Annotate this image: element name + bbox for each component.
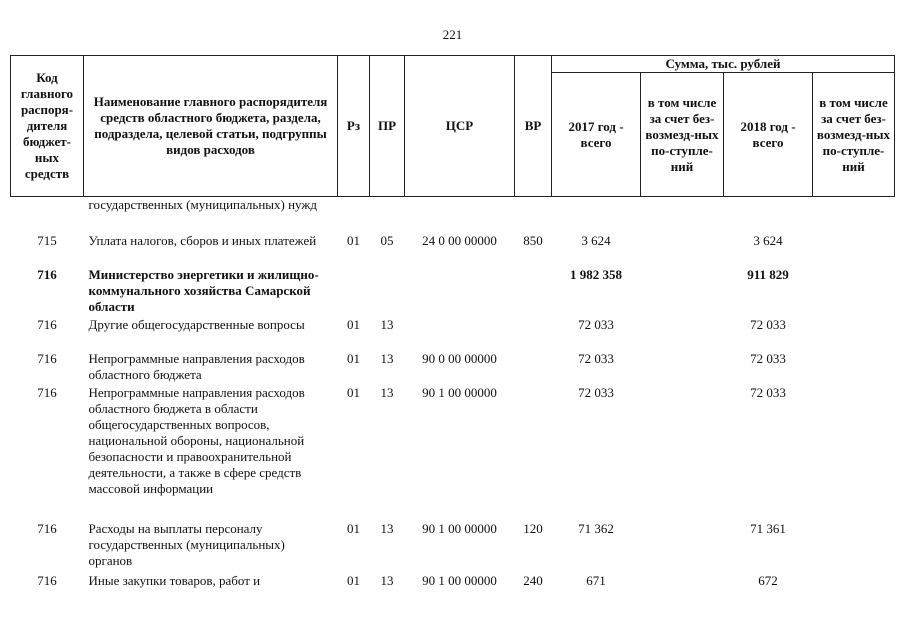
cell-code: 716 (37, 266, 57, 282)
cell-vr (515, 197, 552, 233)
header-sum: Сумма, тыс. рублей (552, 56, 895, 73)
cell-2017-free (641, 573, 724, 591)
table-row (11, 233, 895, 267)
cell-2017: 1 982 358 (570, 266, 622, 282)
cell-2018: 72 033 (750, 384, 786, 400)
cell-csr: 90 1 00 00000 (422, 384, 497, 400)
cell-rz: 01 (347, 316, 360, 332)
table-row (11, 521, 895, 573)
cell-pr: 05 (380, 232, 394, 248)
header-code: Код главного распоря-дителя бюджет-ных средств (11, 56, 84, 197)
cell-vr (515, 267, 552, 317)
header-rz: Рз (338, 56, 370, 197)
cell-2018-free (813, 351, 895, 385)
cell-vr: 850 (523, 232, 543, 248)
cell-name: Непрограммные направления расходов областного бюджета в области общегосударственных вопросов, национальной обороны, национальной безопасности и правоохранительной деятельности, а также в сфере средств массовой информации (88, 384, 305, 496)
cell-2017: 671 (586, 572, 606, 588)
cell-2018: 72 033 (750, 350, 786, 366)
budget-table (10, 55, 895, 591)
cell-2018-free (813, 233, 895, 267)
cell-2018-free (813, 317, 895, 351)
cell-2017: 72 033 (578, 384, 614, 400)
table-row (11, 267, 895, 317)
header-2017-total: 2017 год - всего (552, 73, 641, 197)
cell-code: 715 (37, 232, 57, 248)
cell-csr: 90 0 00 00000 (422, 350, 497, 366)
cell-csr: 24 0 00 00000 (422, 232, 497, 248)
header-2017-free: в том числе за счет без-возмезд-ных по-ступле-ний (641, 73, 724, 197)
cell-code: 716 (37, 316, 57, 332)
cell-2017-free (641, 385, 724, 521)
cell-pr: 13 (380, 384, 394, 400)
cell-code: 716 (37, 350, 57, 366)
cell-csr (405, 317, 515, 351)
cell-2017-free (641, 351, 724, 385)
cell-pr: 13 (380, 350, 394, 366)
cell-2018: 3 624 (753, 232, 783, 248)
cell-csr (405, 197, 515, 233)
table-row (11, 573, 895, 591)
cell-vr (515, 351, 552, 385)
cell-pr: 13 (380, 316, 394, 332)
cell-pr: 13 (380, 572, 394, 588)
cell-2017: 72 033 (578, 316, 614, 332)
cell-rz: 01 (347, 384, 360, 400)
table-row (11, 351, 895, 385)
header-csr: ЦСР (405, 56, 515, 197)
cell-2018-free (813, 521, 895, 573)
header-name: Наименование главного распорядителя средств областного бюджета, раздела, подраздела, целевой статьи, подгруппы видов расходов (84, 56, 338, 197)
cell-pr (370, 267, 405, 317)
cell-vr: 120 (523, 520, 543, 536)
cell-name: Уплата налогов, сборов и иных платежей (88, 232, 317, 248)
cell-code: 716 (37, 520, 57, 536)
header-pr: ПР (370, 56, 405, 197)
cell-2017-free (641, 267, 724, 317)
cell-name: Министерство энергетики и жилищно-коммунального хозяйства Самарской области (88, 266, 319, 314)
cell-2017-free (641, 521, 724, 573)
cell-2018-free (813, 385, 895, 521)
cell-2017: 3 624 (581, 232, 611, 248)
cell-pr (370, 197, 405, 233)
cell-2018: 71 361 (750, 520, 786, 536)
cell-2017-free (641, 317, 724, 351)
cell-rz: 01 (347, 572, 360, 588)
cell-vr (515, 317, 552, 351)
cell-vr: 240 (523, 572, 543, 588)
cell-csr (405, 267, 515, 317)
cell-rz: 01 (347, 350, 360, 366)
header-2018-free: в том числе за счет без-возмезд-ных по-ступле-ний (813, 73, 895, 197)
table-row (11, 385, 895, 521)
cell-code: 716 (37, 384, 57, 400)
cell-name: государственных (муниципальных) нужд (88, 197, 317, 212)
cell-pr: 13 (380, 520, 394, 536)
cell-name: Расходы на выплаты персоналу государственных (муниципальных) органов (88, 520, 285, 568)
cell-name: Другие общегосударственные вопросы (88, 316, 305, 332)
cell-rz (338, 197, 370, 233)
cell-2017: 71 362 (578, 520, 614, 536)
cell-code: 716 (37, 572, 57, 588)
cell-2017 (552, 197, 641, 233)
cell-code (11, 197, 84, 233)
cell-csr: 90 1 00 00000 (422, 520, 497, 536)
cell-rz: 01 (347, 232, 360, 248)
cell-2018-free (813, 573, 895, 591)
cell-rz: 01 (347, 520, 360, 536)
table-row (11, 197, 895, 233)
cell-2018-free (813, 197, 895, 233)
cell-2018 (724, 197, 813, 233)
table-row (11, 317, 895, 351)
cell-2018-free (813, 267, 895, 317)
cell-vr (515, 385, 552, 521)
cell-2017-free (641, 197, 724, 233)
page-number: 221 (442, 27, 463, 42)
cell-name: Иные закупки товаров, работ и (88, 572, 261, 588)
header-2018-total: 2018 год - всего (724, 73, 813, 197)
cell-name: Непрограммные направления расходов областного бюджета (88, 350, 305, 382)
cell-rz (338, 267, 370, 317)
cell-2018: 672 (758, 572, 778, 588)
cell-2017-free (641, 233, 724, 267)
cell-csr: 90 1 00 00000 (422, 572, 497, 588)
cell-2018: 911 829 (747, 266, 789, 282)
cell-2018: 72 033 (750, 316, 786, 332)
header-vr: ВР (515, 56, 552, 197)
cell-2017: 72 033 (578, 350, 614, 366)
